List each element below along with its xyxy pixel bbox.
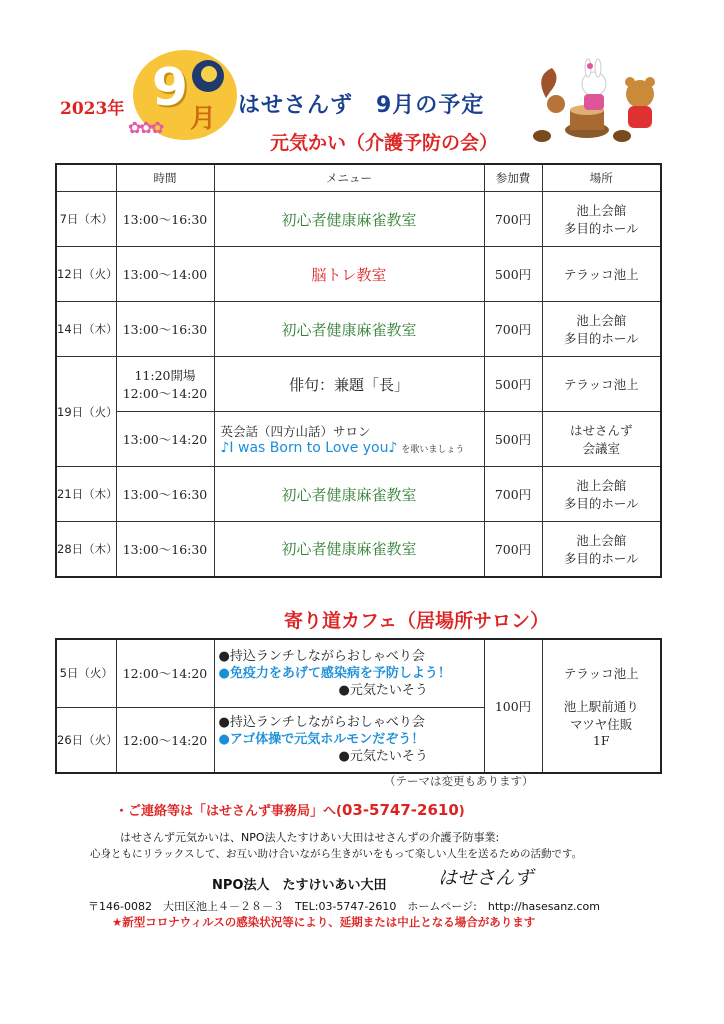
place-line: 1F — [592, 733, 610, 748]
description-line-1: はせさんず元気かいは、NPO法人たすけあい大田はせさんずの介護予防事業: — [120, 831, 500, 844]
table-row — [56, 522, 661, 577]
menu-highlight-line: ●免疫力をあげて感染病を予防しよう！ — [218, 665, 451, 681]
time-cell: 12:00〜14:20 — [116, 639, 214, 707]
place-line: 会議室 — [582, 441, 620, 456]
moon-rabbit-icon — [201, 66, 217, 82]
table-row — [56, 412, 661, 467]
cafe-schedule-table — [55, 638, 662, 774]
place-line: 池上会館 — [576, 203, 627, 218]
place-line: 池上会館 — [576, 313, 627, 328]
place-line: マツヤ住販 — [570, 717, 633, 732]
menu-cell: 脳トレ教室 — [214, 247, 484, 302]
cosmos-flower-icon: ✿✿✿ — [128, 118, 163, 137]
theme-change-note: （テーマは変更もあります） — [384, 774, 534, 788]
table-row — [56, 247, 661, 302]
contact-text-end: ) — [458, 804, 465, 819]
date-cell: 12日（火） — [56, 247, 116, 302]
table-row — [56, 467, 661, 522]
time-cell: 13:00〜14:20 — [116, 412, 214, 467]
time-cell — [116, 357, 214, 412]
menu-cell: 初心者健康麻雀教室 — [214, 467, 484, 522]
time-line: 12:00〜14:20 — [122, 386, 208, 401]
fee-cell: 700円 — [484, 522, 542, 577]
menu-line: ●元気たいそう — [338, 682, 428, 698]
menu-line: ●元気たいそう — [338, 749, 428, 765]
menu-cell: 俳句：兼題「長」 — [214, 357, 484, 412]
place-line: 池上駅前通り — [563, 699, 639, 714]
time-cell: 13:00〜16:30 — [116, 192, 214, 247]
date-cell: 5日（火） — [56, 639, 116, 707]
organization-name: NPO法人 たすけいあい大田 — [212, 878, 387, 893]
handwritten-signature: はせさんず — [438, 867, 534, 889]
time-cell: 13:00〜14:00 — [116, 247, 214, 302]
address-line: 〒146-0082 大田区池上４－２８－３ TEL:03-5747-2610 ホームページ: http://hasesanz.com — [88, 900, 600, 913]
badge-month-suffix: 月 — [190, 104, 217, 134]
time-line: 11:20開場 — [134, 368, 196, 383]
menu-line: 英会話（四方山話）サロン — [220, 424, 371, 439]
forest-animals-illustration — [532, 58, 662, 142]
fee-cell: 500円 — [484, 357, 542, 412]
date-cell: 26日（火） — [56, 707, 116, 773]
place-line: テラッコ池上 — [563, 666, 639, 681]
column-header: メニュー — [214, 164, 484, 192]
contact-text: ・ご連絡等は「はせさんず事務局」へ( — [115, 804, 342, 819]
fee-cell: 100円 — [484, 639, 542, 773]
menu-highlight-line: ●アゴ体操で元気ホルモンだぞう！ — [218, 732, 425, 748]
year-label: 2023年 — [60, 99, 125, 119]
table-row — [56, 357, 661, 412]
place-line: 多目的ホール — [563, 496, 639, 511]
covid-warning: ★新型コロナウィルスの感染状況等により、延期または中止となる場合があります — [112, 915, 536, 929]
menu-cell — [214, 412, 484, 467]
column-header: 参加費 — [484, 164, 542, 192]
time-cell: 12:00〜14:20 — [116, 707, 214, 773]
time-cell: 13:00〜16:30 — [116, 467, 214, 522]
place-line: はせさんず — [569, 423, 633, 438]
date-cell: 28日（木） — [56, 522, 116, 577]
badge-month-number: 9 — [151, 58, 189, 118]
column-header: 場所 — [542, 164, 661, 192]
description-line-2: 心身ともにリラックスして、お互い助け合いながら生きがいをもって楽しい人生を送るための活動です。 — [90, 848, 583, 860]
place-line: 池上会館 — [576, 532, 627, 548]
date-cell: 19日（火） — [56, 357, 116, 467]
table-row — [56, 192, 661, 247]
menu-cell: 初心者健康麻雀教室 — [214, 302, 484, 357]
date-cell: 14日（木） — [56, 302, 116, 357]
song-title: ♪I was Born to Love you♪ — [220, 440, 398, 456]
menu-cell — [214, 639, 484, 707]
date-cell: 21日（木） — [56, 467, 116, 522]
genkikai-schedule-table — [55, 163, 662, 578]
menu-cell — [214, 707, 484, 773]
contact-line — [115, 800, 465, 819]
time-cell: 13:00〜16:30 — [116, 522, 214, 577]
place-cell — [542, 467, 661, 522]
place-line: 池上会館 — [576, 478, 627, 493]
table-row — [56, 639, 661, 707]
song-note: を歌いましょう — [401, 445, 465, 455]
fee-cell: 700円 — [484, 302, 542, 357]
contact-phone: 03-5747-2610 — [341, 801, 459, 819]
page-title: はせさんず 9月の予定 — [238, 93, 485, 118]
menu-cell: 初心者健康麻雀教室 — [214, 192, 484, 247]
column-header — [56, 164, 116, 192]
fee-cell: 700円 — [484, 192, 542, 247]
column-header: 時間 — [116, 164, 214, 192]
table-header-row — [56, 164, 661, 192]
section2-title: 寄り道カフェ（居場所サロン） — [284, 610, 550, 632]
menu-cell: 初心者健康麻雀教室 — [214, 522, 484, 577]
place-cell — [542, 302, 661, 357]
place-cell: テラッコ池上 — [542, 357, 661, 412]
place-cell — [542, 192, 661, 247]
date-cell: 7日（木） — [56, 192, 116, 247]
fee-cell: 500円 — [484, 412, 542, 467]
place-cell — [542, 639, 661, 773]
time-cell: 13:00〜16:30 — [116, 302, 214, 357]
place-line: 多目的ホール — [563, 331, 639, 346]
menu-line: ●持込ランチしながらおしゃべり会 — [218, 648, 425, 664]
place-cell — [542, 522, 661, 577]
table-row — [56, 302, 661, 357]
section1-title: 元気かい（介護予防の会） — [270, 132, 499, 154]
place-line: 多目的ホール — [563, 221, 639, 236]
fee-cell: 500円 — [484, 247, 542, 302]
fee-cell: 700円 — [484, 467, 542, 522]
menu-line: ●持込ランチしながらおしゃべり会 — [218, 715, 425, 731]
place-cell: テラッコ池上 — [542, 247, 661, 302]
place-cell — [542, 412, 661, 467]
place-line: 多目的ホール — [563, 550, 639, 566]
